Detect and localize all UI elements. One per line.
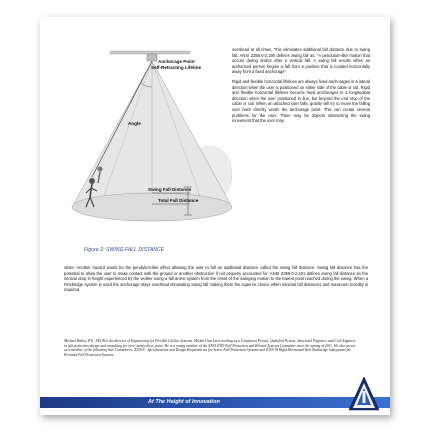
anchorage-point-label: Anchorage Point bbox=[158, 59, 195, 64]
total-fall-distance-label: Total Fall Distance bbox=[158, 198, 199, 203]
author-bio bbox=[64, 339, 358, 357]
right-paragraph-1: overhead at all times. This eliminates additional fall distance due to swing fall. ANSI Z359.0-2.190 defines swing fall as, "A pendulum-like motion that occurs during and/or after a vertical fall. A swing fall results when an authorized person begins a fall from a position that is located horizontally away from a fixed anchorage". bbox=[232, 47, 370, 75]
document-page bbox=[40, 17, 390, 415]
author-bio-text: Michael Bailey, P.E., SECB is the director of Engineering for Flexible Lifeline Systems. Michael has been working as a Competent Person, Qualified Person, Structural Engineer, and Civil Engineer in fall protection design and consulting for over twenty-three years. He is a voting member of the ANSI Z359 Fall Protection and Related Systems Committee since the spring of 2011. He also serves as a member of the following Sub-Committees: Z359.6 - Specifications and Design Requirements for Active Fall Protection Systems and Z359.18 Rigid Horizontal Rail Anchorage Subsystems for Personal Fall Protection Systems. bbox=[64, 339, 356, 357]
swing-fall-figure bbox=[40, 17, 232, 262]
full-width-text bbox=[64, 265, 368, 293]
page-footer bbox=[40, 377, 390, 415]
right-paragraph-2: Rigid and flexible horizontal lifelines are always fixed anchorages in a lateral direction when the user is positioned on either side of the cable or rail. Rigid and flexible horizontal lifelines become fixed anchorages in a longitudinal direction when the user positioned in line, but beyond the end stop of the cable or rail. When an attached user falls, gravity will try to move the falling user back directly under the anchorage point. This can create several problems for the user. There may be objects obstructing the swing movement that the user may bbox=[232, 78, 370, 124]
angle-label: Angle bbox=[128, 121, 141, 126]
footer-tagline: At The Height of Innovation bbox=[148, 399, 220, 405]
figure-caption: Figure 2: SWING FALL DISTANCE bbox=[84, 247, 165, 253]
self-retracting-lifeline-label: Self-Retracting Lifeline bbox=[151, 65, 202, 70]
swing-fall-distance-label: Swing Fall Distance bbox=[148, 187, 192, 192]
swing-fall-diagram bbox=[40, 17, 232, 262]
full-width-paragraph: strike. Another hazard would be the pendulum-like effect allowing the user to fall an additional distance called the swing fall distance. Swing fall distance has the potential to allow the user to make contact with the ground or another obstruction if not properly accounted for. ANSI Z359.0-2.191 defines swing fall distance as the vertical drop in height experienced by the worker using a fall arrest system from the onset of the swinging motion to the lowest point reached during the swing. When a Flexbridge system is used the anchorage stays overhead eliminating swing fall making them the superior choice when minimal fall distances and maximum mobility is required. bbox=[64, 265, 368, 293]
right-column-text bbox=[232, 47, 370, 128]
triangular-company-logo-icon bbox=[349, 377, 379, 411]
